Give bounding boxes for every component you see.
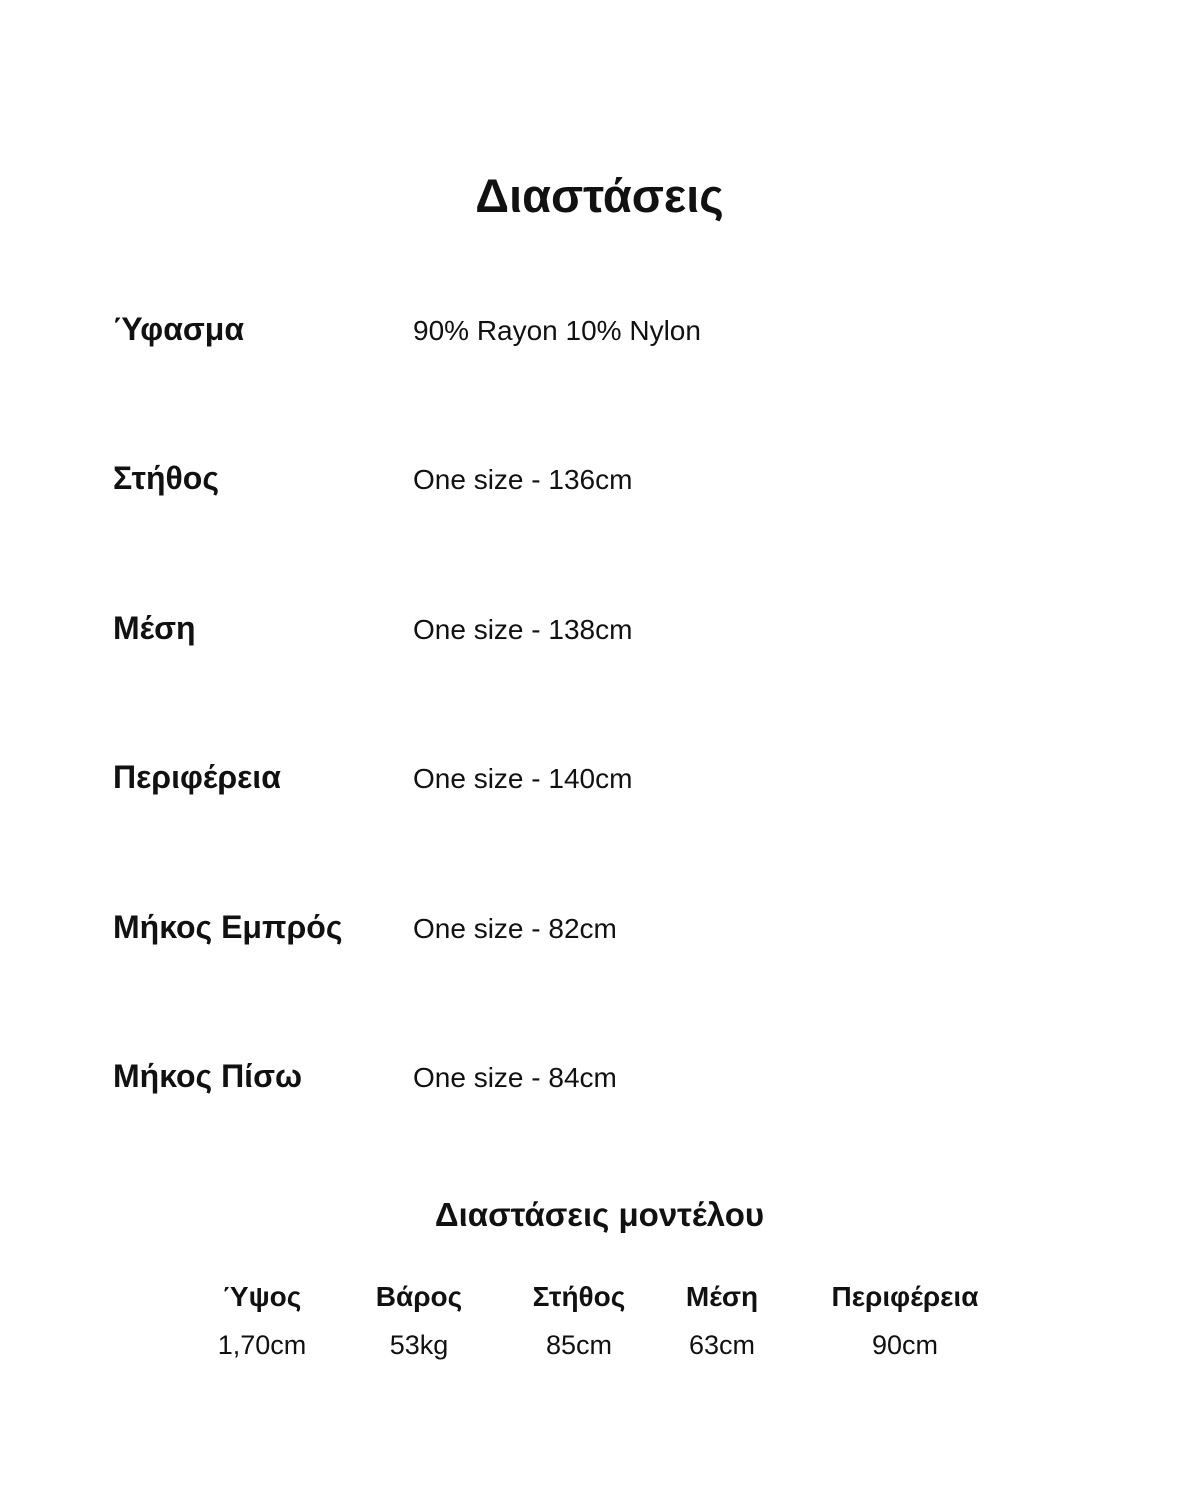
spec-row-waist [113,606,1013,656]
spec-row-front-length [113,905,1013,955]
model-col-value: 85cm [545,1330,613,1360]
spec-label: Μήκος Εμπρός [113,909,343,945]
spec-row-hips [113,755,1013,805]
model-col-value: 63cm [688,1330,756,1360]
model-col-hips [805,1278,1005,1364]
spec-label: Στήθος [113,460,219,496]
model-col-waist [622,1278,822,1364]
page-title: Διαστάσεις [475,169,724,222]
model-col-value: 53kg [389,1330,449,1360]
spec-label: Μήκος Πίσω [113,1058,302,1094]
spec-value: One size - 82cm [413,913,617,944]
spec-value: One size - 136cm [413,464,633,495]
model-col-label: Περιφέρεια [831,1281,979,1312]
spec-row-chest [113,456,1013,506]
spec-row-fabric [113,307,1013,357]
spec-label: Περιφέρεια [113,759,281,795]
model-col-value: 90cm [871,1330,939,1360]
spec-value: One size - 140cm [413,763,633,794]
model-col-label: Μέση [685,1281,759,1312]
model-col-value: 1,70cm [217,1330,307,1360]
spec-label: Μέση [113,610,196,646]
spec-value: 90% Rayon 10% Nylon [413,315,701,346]
model-col-label: Στήθος [532,1281,626,1312]
spec-label: Ύφασμα [113,311,244,347]
spec-value: One size - 84cm [413,1062,617,1093]
spec-row-back-length [113,1054,1013,1104]
model-col-label: Ύψος [222,1281,302,1312]
model-col-label: Βάρος [375,1281,463,1312]
model-section-title: Διαστάσεις μοντέλου [434,1196,765,1233]
spec-value: One size - 138cm [413,614,633,645]
